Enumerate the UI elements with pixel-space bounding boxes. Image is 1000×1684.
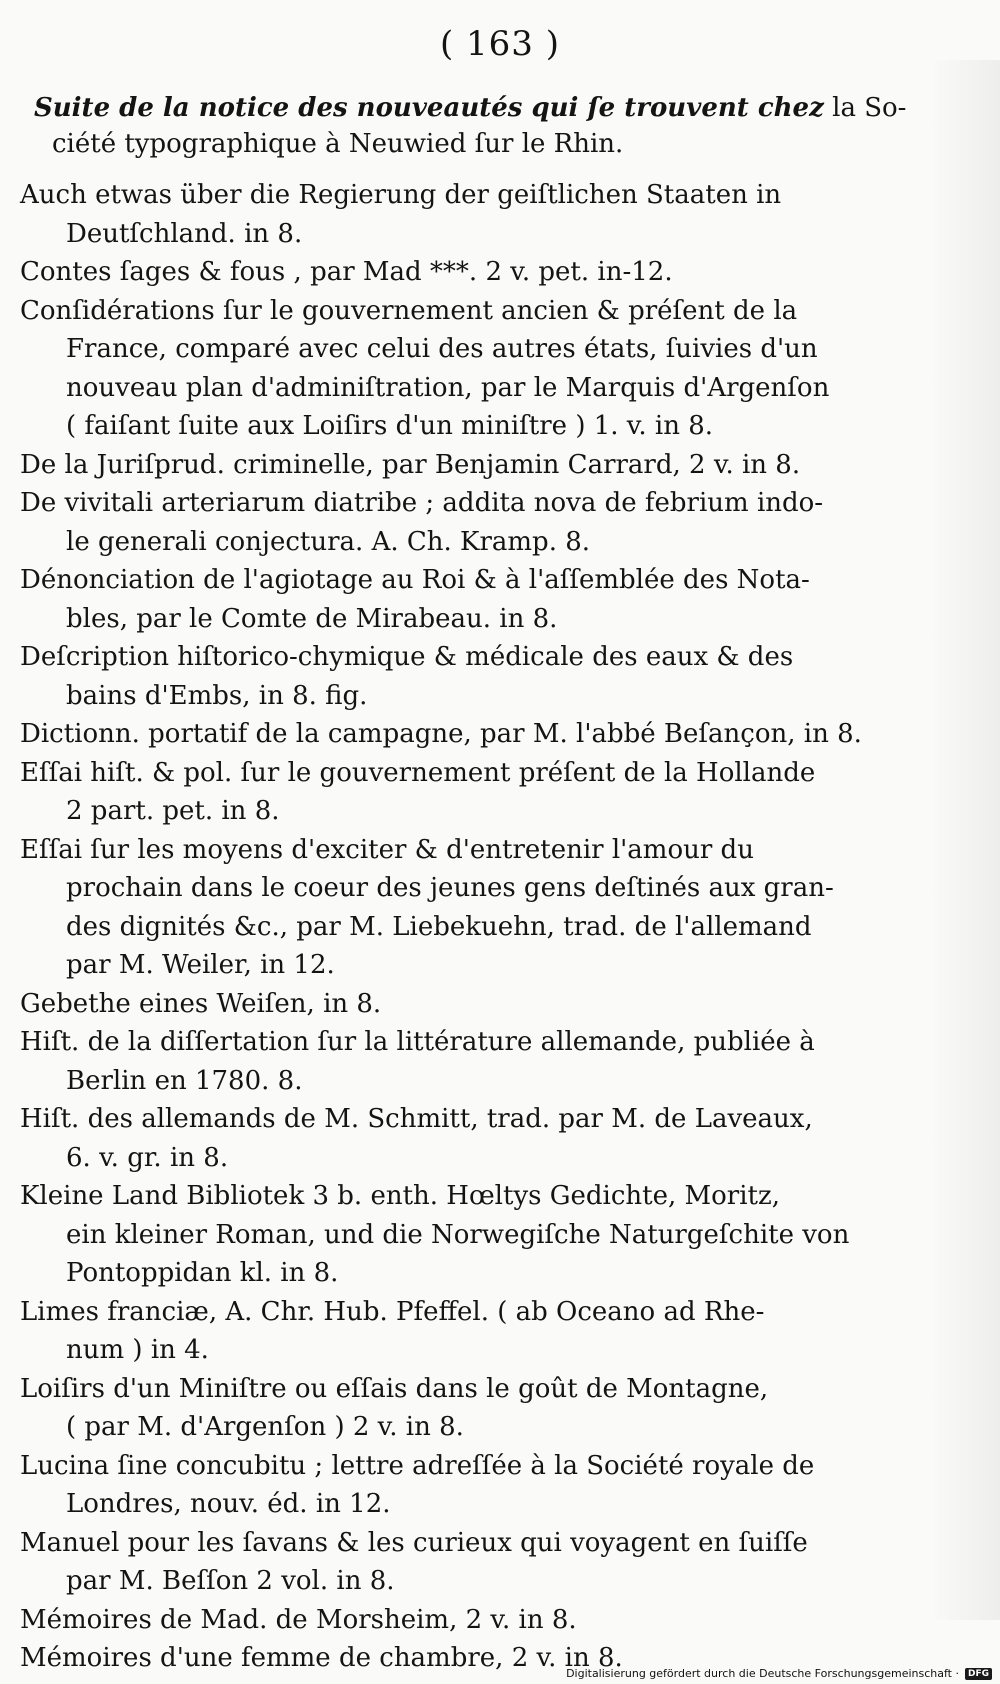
entry-first-line: Dictionn. portatif de la campagne, par M. l'abbé Beſançon, in 8. (20, 719, 862, 749)
entry-first-line: Hiſt. des allemands de M. Schmitt, trad. par M. de Laveaux, (20, 1104, 813, 1134)
catalog-entry (20, 1447, 932, 1524)
entry-first-line: De vivitali arteriarum diatribe ; addita nova de febrium indo- (20, 488, 824, 518)
catalog-entry (20, 1524, 932, 1601)
entry-first-line: Deſcription hiſtorico-chymique & médicale des eaux & des (20, 642, 794, 672)
entry-continuation-line: le generali conjectura. A. Ch. Kramp. 8. (66, 526, 591, 557)
catalog-entry (20, 1293, 932, 1370)
dfg-logo-icon: DFG (965, 1668, 992, 1680)
entry-first-line: Kleine Land Bibliotek 3 b. enth. Hœltys Gedichte, Moritz, (20, 1181, 780, 1211)
catalog-entry (20, 638, 932, 715)
catalog-entry (20, 292, 932, 446)
catalog-entry (20, 176, 932, 253)
entry-continuation-line: ( faiſant ſuite aux Loiſirs d'un miniſtre ) 1. v. in 8. (66, 411, 714, 441)
entry-first-line: Hiſt. de la diſſertation ſur la littérature allemande, publiée à (20, 1027, 815, 1057)
catalog-entry (20, 831, 932, 985)
entry-continuation-line: 2 part. pet. in 8. (66, 796, 280, 826)
entry-first-line: Lucina ſine concubitu ; lettre adreſſée à la Société royale de (20, 1450, 815, 1481)
entry-continuation-line: Deutſchland. in 8. (66, 218, 303, 249)
catalog-entry (20, 446, 932, 485)
catalog-entry (20, 1370, 932, 1447)
entry-first-line: Gebethe eines Weiſen, in 8. (20, 988, 382, 1019)
entry-continuation-line: ein kleiner Roman, und die Norwegiſche Naturgeſchite von (66, 1219, 850, 1250)
entry-first-line: Eſſai hiſt. & pol. ſur le gouvernement préſent de la Hollande (20, 757, 816, 788)
entry-continuation-line: par M. Weiler, in 12. (66, 950, 335, 980)
entry-continuation-line: Berlin en 1780. 8. (66, 1065, 303, 1096)
entry-first-line: Contes ſages & fous , par Mad ***. 2 v. pet. in-12. (20, 257, 673, 287)
catalog-entry (20, 1177, 932, 1293)
entry-first-line: Conſidérations ſur le gouvernement ancien & préſent de la (20, 295, 798, 326)
entry-continuation-line: des dignités &c., par M. Liebekuehn, trad. de l'allemand (66, 911, 812, 942)
footer-text: Digitalisierung gefördert durch die Deutsche Forschungsgemeinschaft · (566, 1667, 959, 1680)
catalog-entry (20, 1100, 932, 1177)
catalog-entry (20, 754, 932, 831)
entry-continuation-line: nouveau plan d'adminiſtration, par le Marquis d'Argenſon (66, 372, 830, 403)
entry-first-line: Dénonciation de l'agiotage au Roi & à l'aſſemblée des Nota- (20, 565, 810, 595)
entry-continuation-line: bles, par le Comte de Mirabeau. in 8. (66, 603, 558, 634)
entry-continuation-line: bains d'Embs, in 8. fig. (66, 680, 368, 711)
catalog-entry (20, 715, 932, 754)
entry-first-line: Limes franciæ, A. Chr. Hub. Pfeffel. ( ab Oceano ad Rhe- (20, 1296, 765, 1327)
footer (566, 1667, 992, 1680)
catalog-entry (20, 253, 932, 292)
heading-line-2: ciété typographique à Neuwied ſur le Rhin. (52, 129, 624, 159)
entry-first-line: Auch etwas über die Regierung der geiſtlichen Staaten in (20, 180, 782, 210)
section-heading (34, 90, 934, 162)
entry-first-line: Manuel pour les ſavans & les curieux qui voyagent en ſuiſſe (20, 1527, 808, 1558)
entry-first-line: Mémoires d'une femme de chambre, 2 v. in 8. (20, 1643, 623, 1673)
heading-rest: la So- (832, 93, 907, 123)
entry-continuation-line: Londres, nouv. éd. in 12. (66, 1489, 391, 1519)
entry-continuation-line: France, comparé avec celui des autres états, ſuivies d'un (66, 334, 818, 364)
catalog-entries (20, 176, 932, 1678)
catalog-entry (20, 484, 932, 561)
entry-continuation-line: ( par M. d'Argenſon ) 2 v. in 8. (66, 1412, 464, 1442)
catalog-entry (20, 561, 932, 638)
entry-continuation-line: num ) in 4. (66, 1335, 209, 1365)
catalog-entry (20, 1023, 932, 1100)
entry-first-line: Loiſirs d'un Miniſtre ou eſſais dans le goût de Montagne, (20, 1373, 769, 1404)
entry-continuation-line: prochain dans le coeur des jeunes gens deſtinés aux gran- (66, 873, 834, 903)
heading-italic: Suite de la notice des nouveautés qui ſe trouvent chez (34, 93, 824, 123)
entry-continuation-line: 6. v. gr. in 8. (66, 1142, 229, 1173)
entry-continuation-line: Pontoppidan kl. in 8. (66, 1258, 339, 1288)
entry-continuation-line: par M. Beſſon 2 vol. in 8. (66, 1566, 395, 1596)
page-shadow (930, 60, 1000, 1620)
catalog-entry (20, 985, 932, 1024)
page-number: ( 163 ) (439, 24, 561, 64)
catalog-entry (20, 1601, 932, 1640)
entry-first-line: Mémoires de Mad. de Morsheim, 2 v. in 8. (20, 1604, 577, 1635)
entry-first-line: De la Juriſprud. criminelle, par Benjamin Carrard, 2 v. in 8. (20, 449, 801, 480)
entry-first-line: Eſſai ſur les moyens d'exciter & d'entretenir l'amour du (20, 834, 754, 865)
